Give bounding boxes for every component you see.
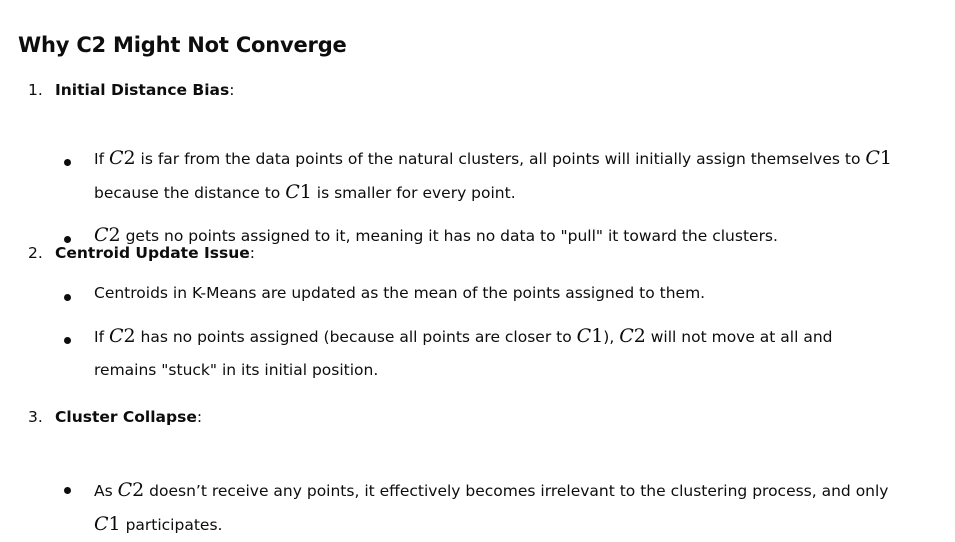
bullet-dot <box>64 337 71 344</box>
section-number: 3. <box>28 408 43 426</box>
section-heading <box>55 75 234 105</box>
list-item-text: As C2 doesn’t receive any points, it effectively becomes irrelevant to the clustering process, and only C1 participates. <box>94 479 889 535</box>
section-heading-row <box>0 238 955 268</box>
math-variable: C2 <box>108 325 136 347</box>
section-centroid-update-issue <box>0 238 955 379</box>
bullet-dot <box>64 159 71 166</box>
list-item-text: If C2 has no points assigned (because all points are closer to C1), C2 will not move at all and remains "stuck" in its initial position. <box>94 325 833 379</box>
section-heading-colon: : <box>196 408 203 426</box>
section-heading-label: Centroid Update Issue <box>55 244 250 262</box>
math-variable: C1 <box>285 181 312 203</box>
section-heading-label: Cluster Collapse <box>55 408 197 426</box>
section-heading <box>55 238 255 268</box>
bullet-dot <box>64 294 71 301</box>
section-cluster-collapse <box>0 402 955 535</box>
section-heading <box>55 402 202 432</box>
list-item-text: If C2 is far from the data points of the natural clusters, all points will initially assign themselves to C1 because the distance to C1 is smaller for every point. <box>94 147 892 203</box>
section-heading-label: Initial Distance Bias <box>55 81 230 99</box>
page-title: Why C2 Might Not Converge <box>18 33 347 57</box>
math-variable: C2 <box>117 479 145 501</box>
math-variable: C1 <box>94 513 121 535</box>
list-item-text: C2 gets no points assigned to it, meaning it has no data to "pull" it toward the clusters. <box>94 224 778 246</box>
section-heading-row <box>0 402 955 432</box>
section-initial-distance-bias <box>0 75 955 246</box>
section-heading-row <box>0 75 955 105</box>
section-heading-colon: : <box>249 244 255 262</box>
math-variable: C2 <box>619 325 646 347</box>
math-variable: C1 <box>865 147 892 169</box>
section-number: 1. <box>28 81 43 99</box>
math-variable: C1 <box>576 325 604 347</box>
math-variable: C2 <box>108 147 136 169</box>
list-item-text: Centroids in K-Means are updated as the mean of the points assigned to them. <box>94 284 706 302</box>
section-heading-colon: : <box>229 81 235 99</box>
math-variable: C2 <box>94 224 121 246</box>
bullet-dot <box>64 487 71 494</box>
section-number: 2. <box>28 244 43 262</box>
